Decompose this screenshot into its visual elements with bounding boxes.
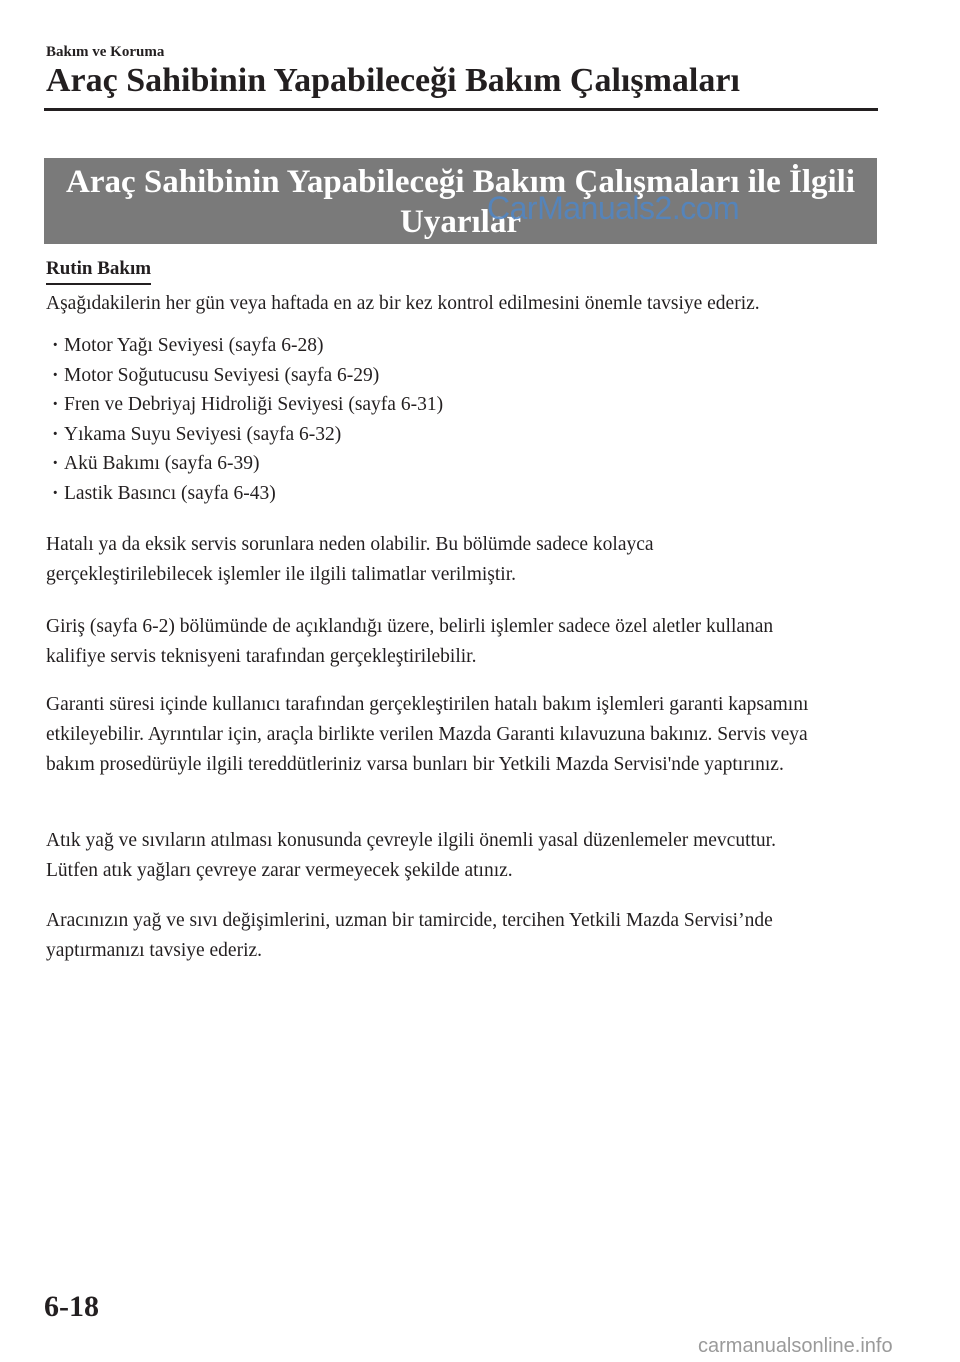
paragraph-waste-disposal: Atık yağ ve sıvıların atılması konusunda çevreyle ilgili önemli yasal düzenlemeler mevcuttur. Lütfen atık yağları çevreye zarar vermeyecek şekilde atınız.	[46, 830, 776, 881]
list-item	[46, 390, 443, 420]
list-item	[46, 331, 443, 361]
chapter-title: Araç Sahibinin Yapabileceği Bakım Çalışmaları	[46, 62, 740, 99]
banner-title-line2: Uyarılar	[400, 204, 521, 240]
list-item-text: Fren ve Debriyaj Hidroliği Seviyesi (sayfa 6-31)	[64, 394, 444, 415]
bullet-dot: ·	[52, 394, 59, 415]
list-item-text: Yıkama Suyu Seviyesi (sayfa 6-32)	[64, 423, 342, 445]
list-item-text: Akü Bakımı (sayfa 6-39)	[64, 453, 260, 474]
bullet-dot: ·	[52, 453, 59, 474]
paragraph-warranty: Garanti süresi içinde kullanıcı tarafından gerçekleştirilen hatalı bakım işlemleri garanti kapsamını etkileyebilir. Ayrıntılar için, araçla birlikte verilen Mazda Garanti kılavuzuna bakınız. Servis veya bakım prosedürüyle ilgili tereddütleriniz varsa bunları bir Yetkili Mazda Servisi'nde yaptırınız.	[46, 694, 809, 775]
list-item-text: Motor Soğutucusu Seviyesi (sayfa 6-29)	[64, 364, 380, 386]
bullet-dot: ·	[52, 364, 59, 386]
bullet-dot: ·	[52, 423, 59, 445]
list-item-text: Lastik Basıncı (sayfa 6-43)	[64, 482, 276, 504]
list-item	[46, 361, 443, 391]
list-item	[46, 449, 443, 479]
banner-title-line1: Araç Sahibinin Yapabileceği Bakım Çalışmaları ile İlgili	[65, 164, 855, 200]
check-list	[46, 331, 443, 508]
list-item-text: Motor Yağı Seviyesi (sayfa 6-28)	[64, 335, 324, 356]
warning-banner	[44, 158, 877, 244]
paragraph-servicing: Hatalı ya da eksik servis sorunlara neden olabilir. Bu bölümde sadece kolayca gerçekleştirilebilecek işlemler ile ilgili talimatlar verilmiştir.	[46, 534, 654, 585]
routine-intro: Aşağıdakilerin her gün veya haftada en az bir kez kontrol edilmesini önemle tavsiye ederiz.	[46, 293, 760, 314]
footer-site-watermark: carmanualsonline.info	[698, 1335, 893, 1357]
list-item	[46, 479, 443, 509]
routine-heading: Rutin Bakım	[46, 258, 151, 285]
paragraph-introduction-ref: Giriş (sayfa 6-2) bölümünde de açıklandığı üzere, belirli işlemler sadece özel aletler kullanan kalifiye servis teknisyeni tarafından gerçekleştirilebilir.	[46, 616, 774, 667]
watermark-logo: CarManuals2.com	[487, 190, 740, 226]
list-item	[46, 420, 443, 450]
paragraph-recommendation: Aracınızın yağ ve sıvı değişimlerini, uzman bir tamircide, tercihen Yetkili Mazda Servisi’nde yaptırmanızı tavsiye ederiz.	[46, 910, 773, 961]
banner-title	[44, 162, 877, 242]
page-number: 6-18	[44, 1290, 99, 1323]
header-rule	[44, 108, 878, 111]
section-label: Bakım ve Koruma	[46, 44, 165, 60]
bullet-dot: ·	[52, 335, 59, 356]
bullet-dot: ·	[52, 482, 59, 504]
